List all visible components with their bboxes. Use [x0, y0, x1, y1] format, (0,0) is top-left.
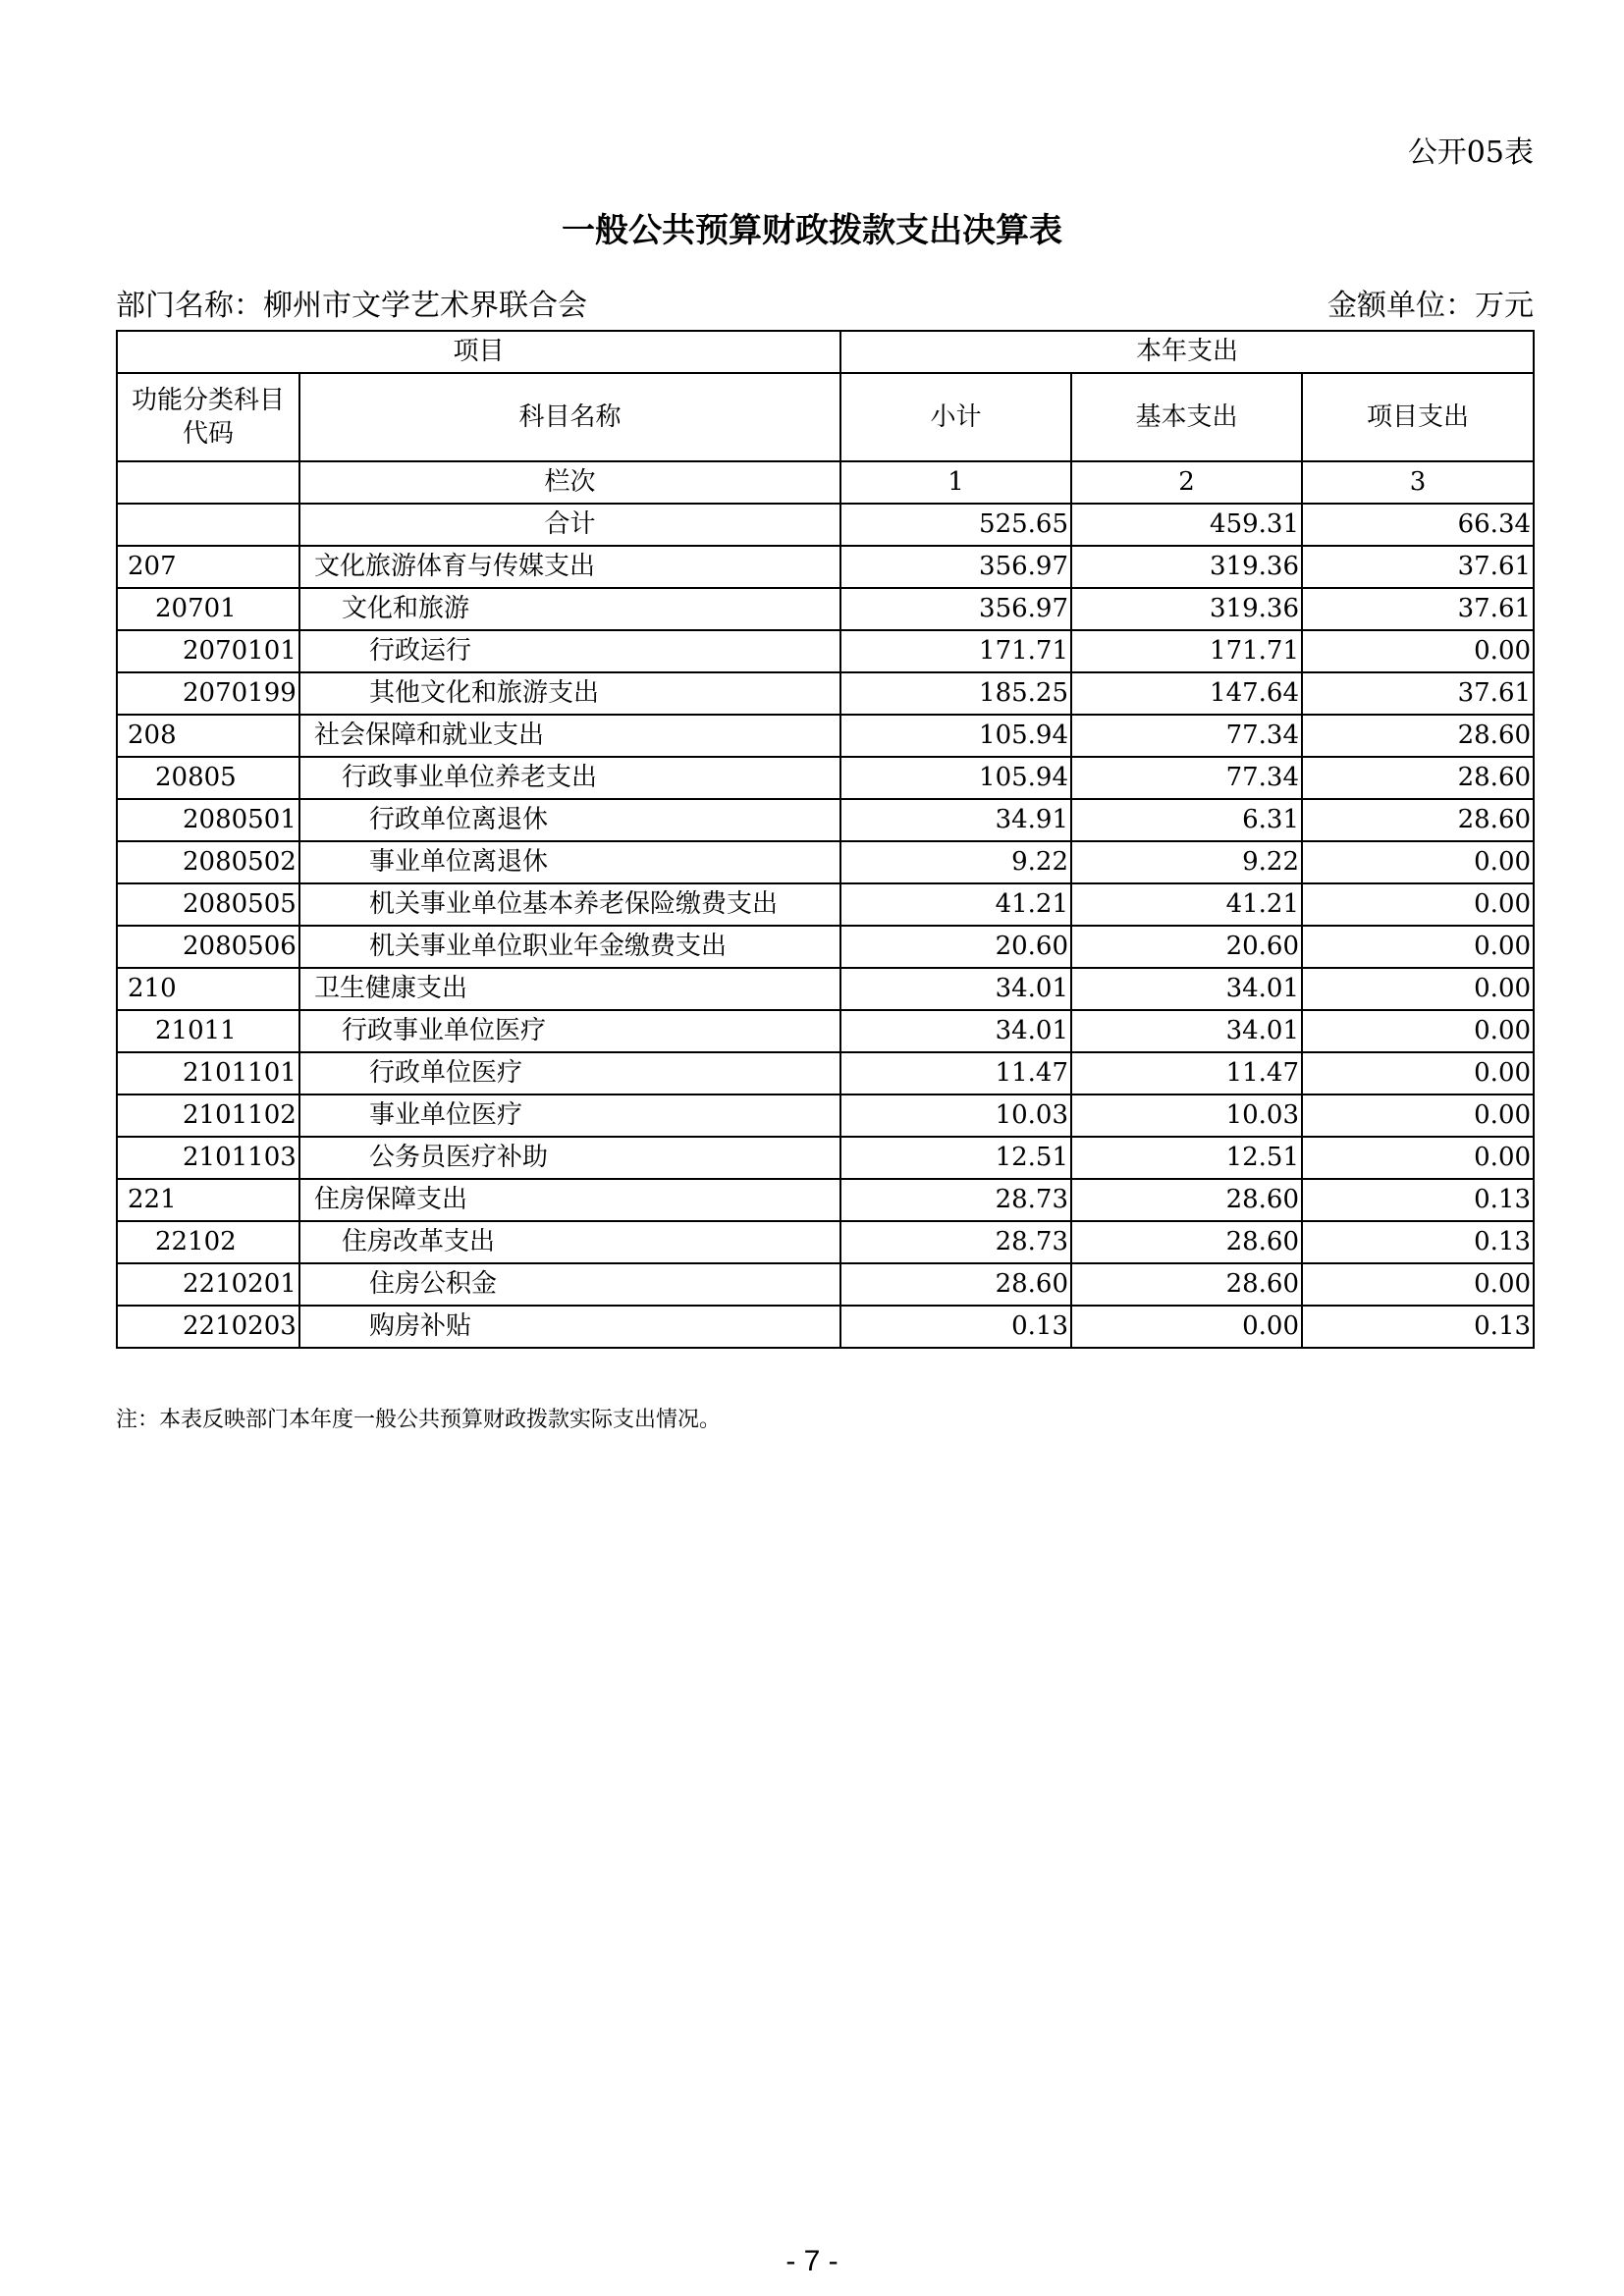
row-name: 行政事业单位医疗	[299, 1010, 840, 1052]
table-row	[117, 546, 1534, 588]
row-name: 机关事业单位基本养老保险缴费支出	[299, 883, 840, 926]
row-name: 行政运行	[299, 630, 840, 672]
row-name: 事业单位医疗	[299, 1095, 840, 1137]
row-subtotal: 105.94	[840, 715, 1071, 757]
header-name: 科目名称	[299, 373, 840, 461]
row-project: 0.13	[1302, 1221, 1534, 1263]
department-name: 部门名称：柳州市文学艺术界联合会	[116, 289, 587, 323]
row-project: 0.00	[1302, 1263, 1534, 1306]
row-basic: 34.01	[1071, 1010, 1302, 1052]
table-row	[117, 757, 1534, 799]
row-subtotal: 28.73	[840, 1179, 1071, 1221]
row-code: 22102	[117, 1221, 299, 1263]
row-code: 2070199	[117, 672, 299, 715]
row-project: 0.00	[1302, 926, 1534, 968]
row-name: 社会保障和就业支出	[299, 715, 840, 757]
column-label: 栏次	[299, 461, 840, 504]
row-basic: 20.60	[1071, 926, 1302, 968]
table-row	[117, 799, 1534, 841]
expenditure-table	[116, 330, 1535, 1349]
total-label: 合计	[299, 504, 840, 546]
row-name: 文化和旅游	[299, 588, 840, 630]
empty-cell	[117, 504, 299, 546]
table-row	[117, 841, 1534, 883]
header-row-1	[117, 331, 1534, 373]
page-number: - 7 -	[785, 2245, 839, 2277]
row-basic: 77.34	[1071, 715, 1302, 757]
header-row-3	[117, 461, 1534, 504]
header-project: 项目支出	[1302, 373, 1534, 461]
total-project: 66.34	[1302, 504, 1534, 546]
row-subtotal: 34.01	[840, 968, 1071, 1010]
row-name: 住房改革支出	[299, 1221, 840, 1263]
row-project: 0.13	[1302, 1306, 1534, 1348]
row-project: 0.00	[1302, 1137, 1534, 1179]
row-basic: 6.31	[1071, 799, 1302, 841]
row-code: 2080502	[117, 841, 299, 883]
row-project: 0.00	[1302, 1052, 1534, 1095]
row-project: 37.61	[1302, 672, 1534, 715]
row-basic: 28.60	[1071, 1179, 1302, 1221]
row-basic: 10.03	[1071, 1095, 1302, 1137]
row-subtotal: 41.21	[840, 883, 1071, 926]
row-name: 机关事业单位职业年金缴费支出	[299, 926, 840, 968]
row-code: 207	[117, 546, 299, 588]
table-note: 注：本表反映部门本年度一般公共预算财政拨款实际支出情况。	[116, 1408, 722, 1432]
row-code: 2101103	[117, 1137, 299, 1179]
header-item: 项目	[117, 331, 840, 373]
row-project: 28.60	[1302, 757, 1534, 799]
row-project: 37.61	[1302, 546, 1534, 588]
row-subtotal: 171.71	[840, 630, 1071, 672]
column-number-3: 3	[1302, 461, 1534, 504]
table-row	[117, 883, 1534, 926]
row-project: 0.00	[1302, 1095, 1534, 1137]
row-basic: 41.21	[1071, 883, 1302, 926]
row-code: 221	[117, 1179, 299, 1221]
table-row	[117, 1306, 1534, 1348]
row-name: 文化旅游体育与传媒支出	[299, 546, 840, 588]
row-basic: 28.60	[1071, 1263, 1302, 1306]
header-basic: 基本支出	[1071, 373, 1302, 461]
row-code: 20805	[117, 757, 299, 799]
row-name: 事业单位离退休	[299, 841, 840, 883]
table-row	[117, 926, 1534, 968]
row-code: 2080506	[117, 926, 299, 968]
total-subtotal: 525.65	[840, 504, 1071, 546]
row-project: 0.13	[1302, 1179, 1534, 1221]
amount-unit: 金额单位：万元	[1327, 289, 1534, 323]
row-name: 行政事业单位养老支出	[299, 757, 840, 799]
row-basic: 9.22	[1071, 841, 1302, 883]
table-row	[117, 1010, 1534, 1052]
row-basic: 171.71	[1071, 630, 1302, 672]
row-subtotal: 28.73	[840, 1221, 1071, 1263]
row-subtotal: 9.22	[840, 841, 1071, 883]
table-row	[117, 1221, 1534, 1263]
table-row	[117, 1137, 1534, 1179]
row-subtotal: 356.97	[840, 588, 1071, 630]
total-basic: 459.31	[1071, 504, 1302, 546]
row-name: 购房补贴	[299, 1306, 840, 1348]
row-subtotal: 34.91	[840, 799, 1071, 841]
row-name: 卫生健康支出	[299, 968, 840, 1010]
row-basic: 12.51	[1071, 1137, 1302, 1179]
row-basic: 77.34	[1071, 757, 1302, 799]
row-code: 2080501	[117, 799, 299, 841]
row-subtotal: 0.13	[840, 1306, 1071, 1348]
header-subtotal: 小计	[840, 373, 1071, 461]
row-basic: 319.36	[1071, 588, 1302, 630]
row-project: 0.00	[1302, 1010, 1534, 1052]
row-project: 0.00	[1302, 841, 1534, 883]
row-code: 208	[117, 715, 299, 757]
row-code: 2210203	[117, 1306, 299, 1348]
row-basic: 28.60	[1071, 1221, 1302, 1263]
table-row	[117, 1179, 1534, 1221]
table-row	[117, 588, 1534, 630]
empty-cell	[117, 461, 299, 504]
row-subtotal: 11.47	[840, 1052, 1071, 1095]
row-subtotal: 356.97	[840, 546, 1071, 588]
column-number-2: 2	[1071, 461, 1302, 504]
row-basic: 34.01	[1071, 968, 1302, 1010]
total-row	[117, 504, 1534, 546]
table-row	[117, 672, 1534, 715]
row-project: 37.61	[1302, 588, 1534, 630]
header-code: 功能分类科目代码	[117, 373, 299, 461]
row-code: 21011	[117, 1010, 299, 1052]
row-subtotal: 185.25	[840, 672, 1071, 715]
table-row	[117, 1263, 1534, 1306]
row-project: 0.00	[1302, 968, 1534, 1010]
row-project: 0.00	[1302, 883, 1534, 926]
row-name: 公务员医疗补助	[299, 1137, 840, 1179]
row-code: 20701	[117, 588, 299, 630]
table-row	[117, 968, 1534, 1010]
row-basic: 11.47	[1071, 1052, 1302, 1095]
document-title: 一般公共预算财政拨款支出决算表	[562, 211, 1062, 250]
row-basic: 147.64	[1071, 672, 1302, 715]
row-subtotal: 28.60	[840, 1263, 1071, 1306]
row-subtotal: 105.94	[840, 757, 1071, 799]
row-code: 2101101	[117, 1052, 299, 1095]
row-name: 住房保障支出	[299, 1179, 840, 1221]
row-code: 2210201	[117, 1263, 299, 1306]
header-this-year: 本年支出	[840, 331, 1534, 373]
row-basic: 0.00	[1071, 1306, 1302, 1348]
table-row	[117, 715, 1534, 757]
header-row-2	[117, 373, 1534, 461]
row-subtotal: 10.03	[840, 1095, 1071, 1137]
form-number: 公开05表	[1407, 135, 1534, 170]
row-code: 210	[117, 968, 299, 1010]
row-code: 2080505	[117, 883, 299, 926]
row-name: 行政单位医疗	[299, 1052, 840, 1095]
row-name: 其他文化和旅游支出	[299, 672, 840, 715]
row-project: 0.00	[1302, 630, 1534, 672]
row-project: 28.60	[1302, 715, 1534, 757]
column-number-1: 1	[840, 461, 1071, 504]
row-name: 住房公积金	[299, 1263, 840, 1306]
table-row	[117, 1095, 1534, 1137]
row-subtotal: 12.51	[840, 1137, 1071, 1179]
row-code: 2070101	[117, 630, 299, 672]
row-subtotal: 20.60	[840, 926, 1071, 968]
table-row	[117, 630, 1534, 672]
row-code: 2101102	[117, 1095, 299, 1137]
table-body	[117, 331, 1534, 1348]
table-row	[117, 1052, 1534, 1095]
row-basic: 319.36	[1071, 546, 1302, 588]
row-name: 行政单位离退休	[299, 799, 840, 841]
row-project: 28.60	[1302, 799, 1534, 841]
row-subtotal: 34.01	[840, 1010, 1071, 1052]
